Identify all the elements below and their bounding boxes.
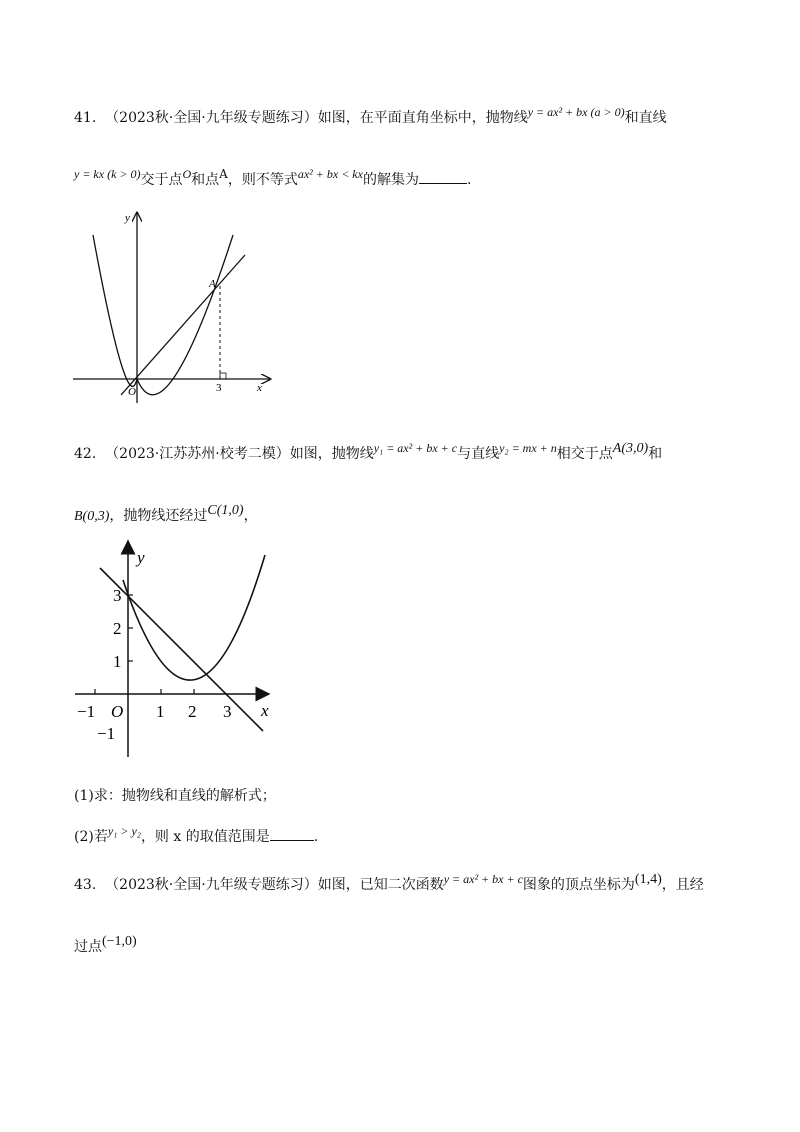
q41-x-label: x (257, 382, 262, 394)
q41-text-a: 如图，在平面直角坐标中，抛物线 (317, 110, 528, 126)
q42-point-a: A(3,0) (612, 441, 649, 456)
q41-line1 (74, 107, 667, 127)
q42-part2-condition: y₁ > y₂ (107, 824, 141, 838)
q43-number: 43. (74, 877, 97, 893)
q43-function: y = ax² + bx + c (443, 872, 523, 886)
q42-y-label: y (137, 548, 145, 567)
q41-text-f: 的解集为 (362, 172, 419, 188)
q42-line1 (74, 443, 662, 463)
q41-line-formula: y = kx (k > 0) (74, 167, 141, 181)
q42-y-tick-1: 1 (113, 652, 122, 671)
q42-line2 (74, 505, 258, 525)
q41-point-a-label: A (209, 278, 216, 290)
q43-text-b: 图象的顶点坐标为 (522, 877, 635, 893)
q42-text-e: ，抛物线还经过 (109, 508, 208, 524)
q42-text-c: 相交于点 (556, 446, 613, 462)
q41-parabola (93, 235, 233, 395)
q42-x-tick-3: 3 (223, 702, 232, 721)
q42-x-tick-neg1: −1 (77, 702, 96, 721)
q41-origin-label: O (128, 386, 136, 398)
q41-text-c: 交于点 (140, 172, 183, 188)
q42-text-f: ， (243, 508, 258, 524)
q41-text-d: 和点 (191, 172, 220, 188)
q43-text-c: ，且经 (661, 877, 704, 893)
q41-line2 (74, 169, 471, 189)
q42-origin-label: O (111, 702, 124, 721)
q42-part2-text: ，则 x 的取值范围是 (140, 829, 270, 845)
q42-y-tick-neg1: −1 (97, 724, 116, 743)
q42-text-d: 和 (648, 446, 663, 462)
q41-answer-blank[interactable] (419, 171, 467, 184)
q41-point-a: A (219, 167, 228, 181)
q41-point-o: O (182, 167, 192, 181)
q43-vertex: (1,4) (634, 872, 662, 887)
q41-text-e: ，则不等式 (227, 172, 298, 188)
q43-point: (−1,0) (102, 934, 137, 949)
q42-y-tick-2: 2 (113, 619, 122, 638)
q41-source: （2023秋·全国·九年级专题练习） (105, 110, 318, 126)
q42-answer-blank[interactable] (270, 828, 314, 841)
q42-point-b: B(0,3) (74, 509, 110, 524)
q41-inequality: ax² + bx < kx (297, 167, 363, 181)
q43-text-a: 如图，已知二次函数 (317, 877, 444, 893)
q42-part2 (74, 826, 318, 846)
q43-line2 (74, 936, 137, 956)
q41-tick-3: 3 (216, 382, 222, 394)
q43-source: （2023秋·全国·九年级专题练习） (105, 877, 318, 893)
q41-y-label: y (125, 212, 130, 224)
q42-part2-end: . (313, 829, 319, 845)
q41-graph (65, 205, 285, 410)
q41-parabola-formula: y = ax² + bx (a > 0) (527, 105, 625, 119)
q41-text-b: 和直线 (624, 110, 667, 126)
q42-part1: (1)求：抛物线和直线的解析式； (74, 788, 276, 804)
q42-line (100, 568, 263, 731)
q41-number: 41. (74, 110, 97, 126)
q42-line-formula: y₂ = mx + n (499, 441, 557, 455)
q42-y-tick-3: 3 (113, 586, 122, 605)
q41-right-angle (220, 373, 226, 379)
q42-parabola-formula: y₁ = ax² + bx + c (373, 441, 458, 455)
q42-text-b: 与直线 (457, 446, 500, 462)
q42-number: 42. (74, 446, 97, 462)
q42-text-a: 如图，抛物线 (289, 446, 374, 462)
q42-x-label: x (261, 701, 269, 720)
q42-graph (65, 535, 285, 765)
q42-source: （2023·江苏苏州·校考二模） (105, 446, 290, 462)
q42-point-c: C(1,0) (207, 503, 244, 518)
q41-end: . (466, 172, 472, 188)
q43-text-d: 过点 (74, 939, 102, 955)
q42-part2-prefix: (2)若 (74, 829, 108, 845)
q43-line1 (74, 874, 704, 894)
q42-x-tick-1: 1 (156, 702, 165, 721)
q42-x-tick-2: 2 (188, 702, 197, 721)
